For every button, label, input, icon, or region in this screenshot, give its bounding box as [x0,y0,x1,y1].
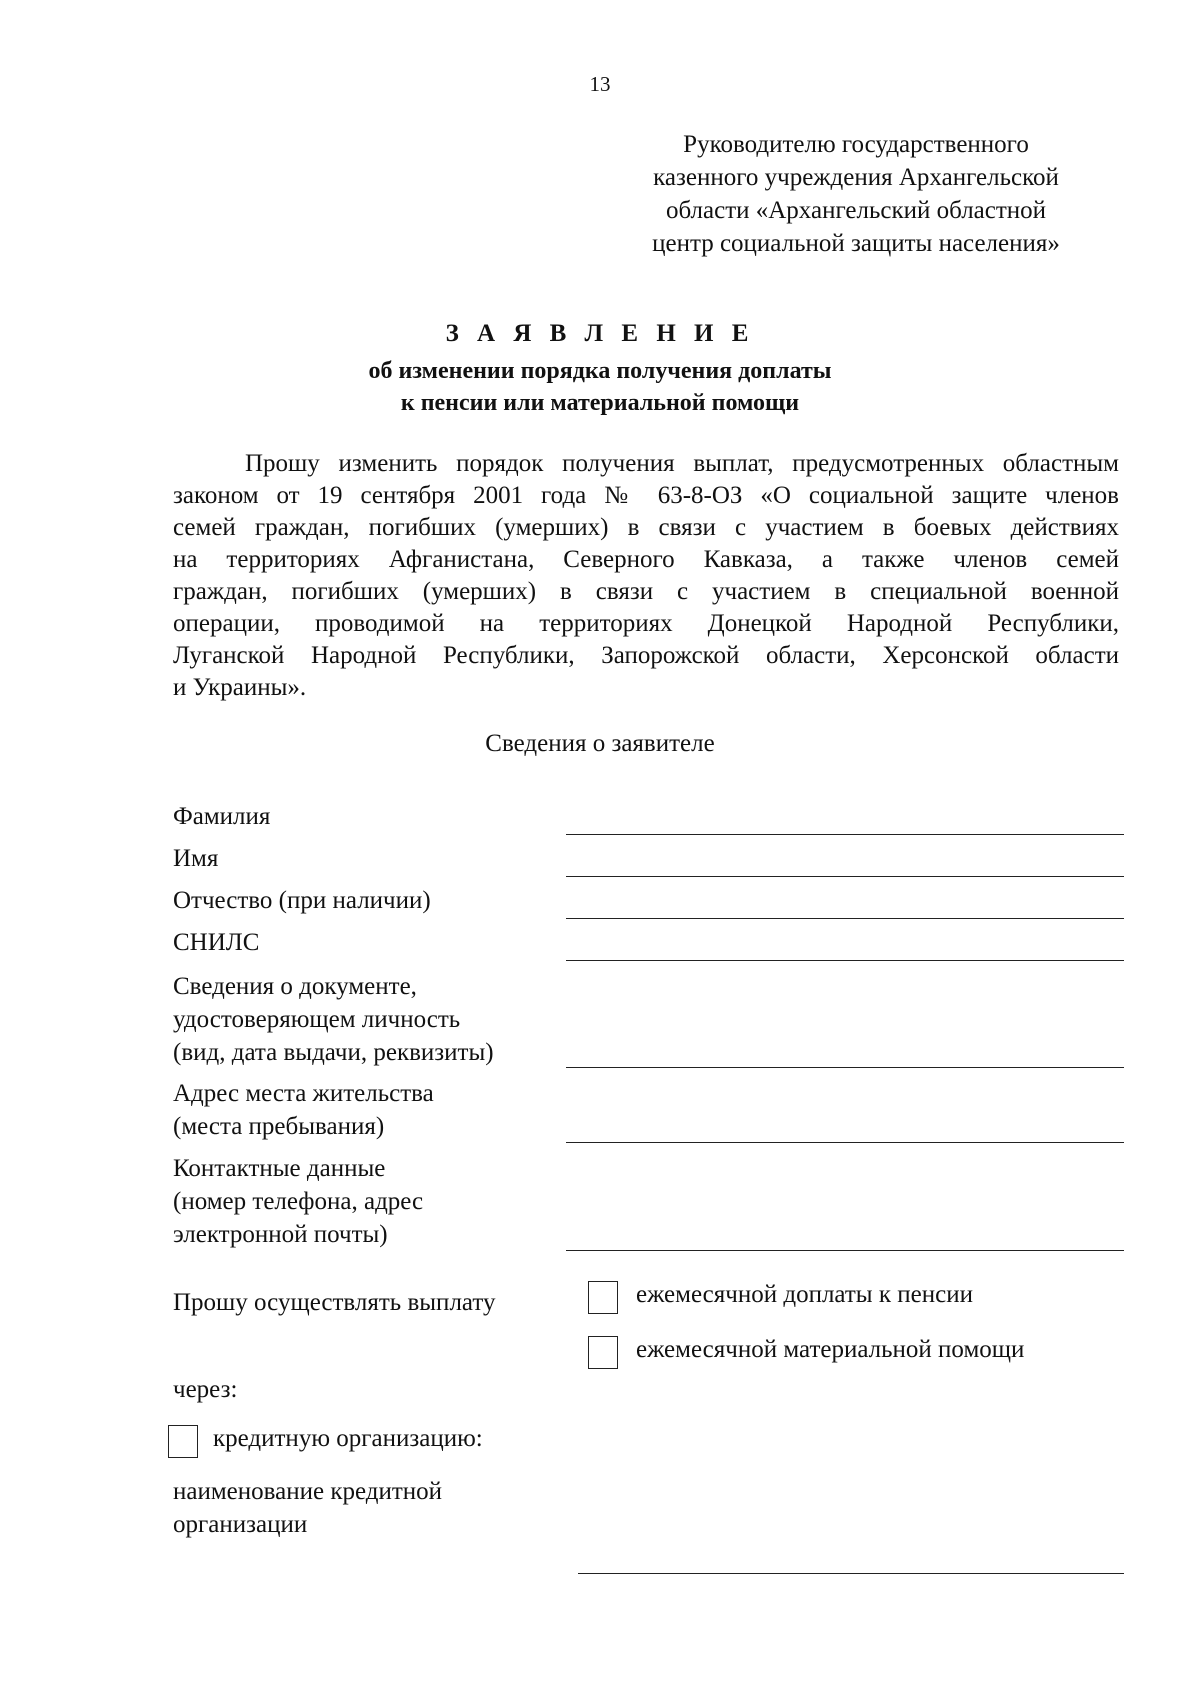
material-help-option-label: ежемесячной материальной помощи [636,1336,1025,1363]
contacts-label [173,1152,423,1251]
credit-org-name-label [173,1475,442,1541]
surname-label: Фамилия [173,803,271,830]
document-title: З А Я В Л Е Н И Е [445,320,755,347]
material-help-checkbox[interactable] [588,1336,618,1369]
id-document-label [173,970,494,1069]
patronymic-label: Отчество (при наличии) [173,887,431,914]
subtitle-line: к пенсии или материальной помощи [400,390,800,416]
body-paragraph-line: на территориях Афганистана, Северного Кавказа, а также членов семей [173,546,1119,573]
id-document-field[interactable] [566,1067,1124,1068]
snils-label: СНИЛС [173,929,260,956]
credit-org-option-label: кредитную организацию: [213,1425,483,1452]
addressee-line: области «Архангельский областной [665,197,1047,224]
label-line: наименование кредитной [173,1478,443,1505]
body-paragraph-line: законом от 19 сентября 2001 года № 63-8-ОЗ «О социальной защите членов [173,482,1119,509]
through-label: через: [173,1376,238,1403]
surname-field[interactable] [566,834,1124,835]
pension-option-label: ежемесячной доплаты к пенсии [636,1281,973,1308]
name-field[interactable] [566,876,1124,877]
payment-label: Прошу осуществлять выплату [173,1289,496,1316]
label-line: Адрес места жительства [173,1080,434,1107]
body-paragraph-line: и Украины». [173,674,307,701]
credit-org-checkbox[interactable] [168,1425,198,1458]
name-label: Имя [173,845,219,872]
credit-org-name-field[interactable] [578,1573,1124,1574]
label-line: удостоверяющем личность [173,1006,461,1033]
address-field[interactable] [566,1142,1124,1143]
body-paragraph-line: Прошу изменить порядок получения выплат, предусмотренных областным [245,450,1119,477]
addressee-line: центр социальной защиты населения» [652,230,1060,257]
label-line: Сведения о документе, [173,973,417,1000]
label-line: электронной почты) [173,1221,388,1248]
body-paragraph-line: семей граждан, погибших (умерших) в связи с участием в боевых действиях [173,514,1119,541]
body-paragraph-line: Луганской Народной Республики, Запорожской области, Херсонской области [173,642,1119,669]
contacts-field[interactable] [566,1250,1124,1251]
address-label [173,1077,434,1143]
addressee-block [596,128,1116,260]
label-line: (места пребывания) [173,1113,385,1140]
addressee-line: Руководителю государственного [683,131,1029,158]
body-paragraph-line: операции, проводимой на территориях Донецкой Народной Республики, [173,610,1119,637]
section-heading: Сведения о заявителе [485,730,715,757]
patronymic-field[interactable] [566,918,1124,919]
label-line: Контактные данные [173,1155,386,1182]
pension-checkbox[interactable] [588,1281,618,1314]
subtitle-line: об изменении порядка получения доплаты [368,358,832,384]
body-paragraph-line: граждан, погибших (умерших) в связи с участием в специальной военной [173,578,1119,605]
addressee-line: казенного учреждения Архангельской [653,164,1059,191]
snils-field[interactable] [566,960,1124,961]
document-subtitle [0,355,1200,419]
label-line: организации [173,1511,308,1538]
label-line: (номер телефона, адрес [173,1188,424,1215]
label-line: (вид, дата выдачи, реквизиты) [173,1039,494,1066]
page-number: 13 [589,72,611,96]
